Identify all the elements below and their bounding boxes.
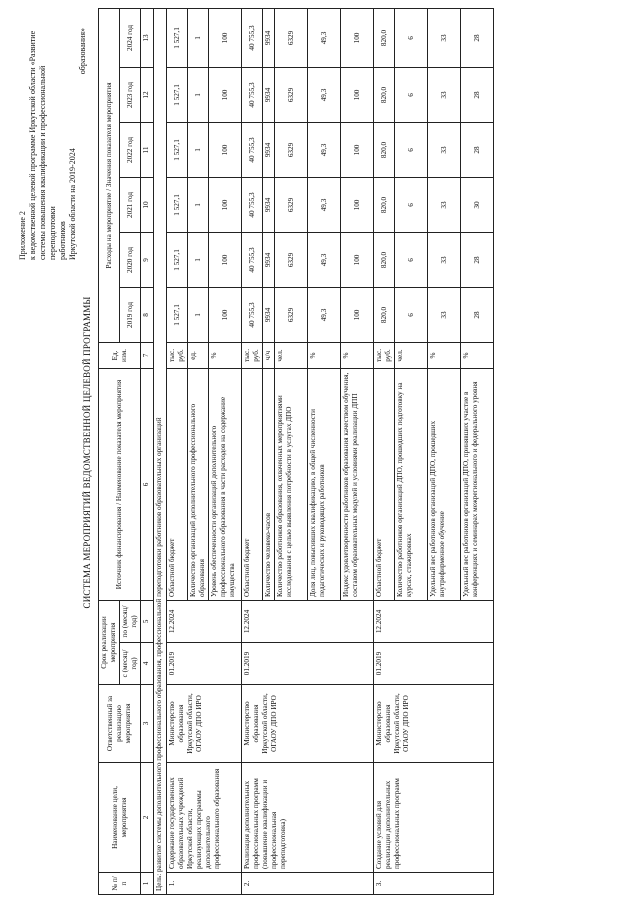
appendix-line: образования» bbox=[78, 28, 87, 75]
year-header: 2023 год bbox=[120, 67, 141, 122]
measure-end: 12.2024 bbox=[374, 600, 494, 642]
year-value: 40 755,3 bbox=[242, 177, 263, 232]
indicator-label: Областной бюджет bbox=[374, 368, 395, 600]
indicator-unit: тыс. руб. bbox=[374, 342, 395, 368]
indicator-unit: чел. bbox=[275, 342, 308, 368]
year-value: 9934 bbox=[263, 122, 275, 177]
column-number-row bbox=[141, 8, 154, 894]
year-value: 9934 bbox=[263, 287, 275, 342]
year-value: 6329 bbox=[275, 122, 308, 177]
year-value: 33 bbox=[428, 287, 461, 342]
year-value: 28 bbox=[461, 287, 494, 342]
year-value: 6329 bbox=[275, 232, 308, 287]
goal-text: Цель: развитие системы дополнительного профессионального образования, профессиональной переподготовки работников образовательных организаций bbox=[154, 8, 167, 894]
year-value: 40 755,3 bbox=[242, 8, 263, 67]
appendix-line: к ведомственной целевой программе Иркутской области «Развитие bbox=[28, 30, 37, 260]
indicator-label: Областной бюджет bbox=[167, 368, 188, 600]
year-value: 33 bbox=[428, 232, 461, 287]
year-header: 2020 год bbox=[120, 232, 141, 287]
col-header-expenses: Расходы на мероприятие / Значения показателя мероприятия bbox=[99, 8, 120, 342]
table-row bbox=[167, 8, 188, 894]
measure-start: 01.2019 bbox=[374, 643, 494, 685]
year-value: 6329 bbox=[275, 287, 308, 342]
indicator-label: Количество работников организаций ДПО, прошедших подготовку на курсах, стажировках bbox=[395, 368, 428, 600]
year-value: 100 bbox=[341, 177, 374, 232]
measure-name: Содержание государственных образовательных учреждений Иркутской области, реализующих программы дополнительного профессионального образования bbox=[167, 763, 242, 873]
document-title: СИСТЕМА МЕРОПРИЯТИЙ ВЕДОМСТВЕННОЙ ЦЕЛЕВОЙ ПРОГРАММЫ bbox=[82, 296, 92, 609]
year-value: 100 bbox=[341, 67, 374, 122]
year-value: 1 527,1 bbox=[167, 67, 188, 122]
measure-name: Реализация дополнительных профессиональных программ (повышение квалификации и профессиональная переподготовка) bbox=[242, 763, 374, 873]
year-value: 1 527,1 bbox=[167, 122, 188, 177]
year-value: 100 bbox=[209, 232, 242, 287]
col-header-resp: Ответственный за реализацию мероприятия bbox=[99, 685, 141, 763]
col-header-from: с (месяц/ год) bbox=[120, 643, 141, 685]
year-value: 820,0 bbox=[374, 232, 395, 287]
appendix-header bbox=[18, 28, 88, 260]
measure-number: 3. bbox=[374, 873, 494, 895]
indicator-label: Областной бюджет bbox=[242, 368, 263, 600]
indicator-label: Количество работников образования, охваченных мероприятиями исследования с целью выявления потребности в услугах ДПО bbox=[275, 368, 308, 600]
year-header: 2024 год bbox=[120, 8, 141, 67]
year-value: 820,0 bbox=[374, 177, 395, 232]
year-value: 100 bbox=[341, 122, 374, 177]
year-value: 33 bbox=[428, 122, 461, 177]
year-value: 100 bbox=[341, 287, 374, 342]
year-value: 40 755,3 bbox=[242, 122, 263, 177]
indicator-unit: тыс. руб. bbox=[167, 342, 188, 368]
header-row bbox=[99, 8, 120, 894]
year-value: 6 bbox=[395, 67, 428, 122]
year-value: 820,0 bbox=[374, 122, 395, 177]
year-value: 6 bbox=[395, 287, 428, 342]
goal-row bbox=[154, 8, 167, 894]
indicator-unit: тыс. руб. bbox=[242, 342, 263, 368]
year-value: 1 527,1 bbox=[167, 177, 188, 232]
indicator-label: Количество организаций дополнительного профессионального образования bbox=[188, 368, 209, 600]
indicator-unit: % bbox=[461, 342, 494, 368]
program-table bbox=[98, 8, 494, 895]
year-value: 1 bbox=[188, 122, 209, 177]
indicator-label: Доля лиц, повысивших квалификацию, в общей численности педагогических и руководящих работников bbox=[308, 368, 341, 600]
indicator-label: Удельный вес работников организаций ДПО, прошедших внутрифирменное обучение bbox=[428, 368, 461, 600]
indicator-unit: ч/ч bbox=[263, 342, 275, 368]
year-value: 100 bbox=[209, 67, 242, 122]
column-number: 6 bbox=[141, 368, 154, 600]
indicator-unit: % bbox=[341, 342, 374, 368]
year-value: 1 bbox=[188, 67, 209, 122]
table-row bbox=[242, 8, 263, 894]
year-value: 33 bbox=[428, 177, 461, 232]
year-value: 28 bbox=[461, 8, 494, 67]
year-value: 1 bbox=[188, 232, 209, 287]
indicator-unit: % bbox=[428, 342, 461, 368]
year-value: 6 bbox=[395, 8, 428, 67]
year-value: 100 bbox=[209, 8, 242, 67]
year-value: 40 755,3 bbox=[242, 232, 263, 287]
year-value: 100 bbox=[341, 8, 374, 67]
column-number: 9 bbox=[141, 232, 154, 287]
col-header-period: Срок реализации мероприятия bbox=[99, 600, 120, 684]
year-value: 6 bbox=[395, 232, 428, 287]
year-value: 40 755,3 bbox=[242, 287, 263, 342]
year-value: 6 bbox=[395, 177, 428, 232]
column-number: 1 bbox=[141, 873, 154, 895]
year-value: 30 bbox=[461, 177, 494, 232]
measure-number: 2. bbox=[242, 873, 374, 895]
year-value: 28 bbox=[461, 122, 494, 177]
year-value: 49,3 bbox=[308, 287, 341, 342]
year-value: 49,3 bbox=[308, 122, 341, 177]
indicator-unit: ед. bbox=[188, 342, 209, 368]
measure-number: 1. bbox=[167, 873, 242, 895]
column-number: 12 bbox=[141, 67, 154, 122]
measure-start: 01.2019 bbox=[167, 643, 242, 685]
year-value: 100 bbox=[209, 177, 242, 232]
year-value: 9934 bbox=[263, 177, 275, 232]
year-header: 2021 год bbox=[120, 177, 141, 232]
column-number: 2 bbox=[141, 763, 154, 873]
year-value: 49,3 bbox=[308, 177, 341, 232]
indicator-label: Уровень обеспеченности организаций дополнительного профессионального образования в части расходов на содержание имущества bbox=[209, 368, 242, 600]
col-header-name: Наименование цели, мероприятия bbox=[99, 763, 141, 873]
indicator-unit: % bbox=[308, 342, 341, 368]
indicator-label: Удельный вес работников организаций ДПО, принявших участие в конференциях и семинарах межрегионального и федерального уровня bbox=[461, 368, 494, 600]
measure-end: 12.2024 bbox=[167, 600, 242, 642]
year-value: 100 bbox=[209, 122, 242, 177]
year-value: 6329 bbox=[275, 67, 308, 122]
year-value: 100 bbox=[341, 232, 374, 287]
appendix-line: системы повышения квалификации и профессиональной переподготовки bbox=[38, 65, 57, 260]
year-value: 820,0 bbox=[374, 67, 395, 122]
year-header: 2022 год bbox=[120, 122, 141, 177]
indicator-unit: % bbox=[209, 342, 242, 368]
col-header-to: по (месяц/ год) bbox=[120, 600, 141, 642]
column-number: 10 bbox=[141, 177, 154, 232]
year-value: 49,3 bbox=[308, 232, 341, 287]
measure-name: Создание условий для реализации дополнительных профессиональных программ bbox=[374, 763, 494, 873]
year-value: 49,3 bbox=[308, 67, 341, 122]
appendix-line: работников bbox=[58, 221, 67, 260]
year-value: 100 bbox=[209, 287, 242, 342]
year-value: 820,0 bbox=[374, 8, 395, 67]
year-value: 820,0 bbox=[374, 287, 395, 342]
year-value: 1 527,1 bbox=[167, 232, 188, 287]
year-value: 28 bbox=[461, 67, 494, 122]
year-value: 6329 bbox=[275, 8, 308, 67]
col-header-num: № п/п bbox=[99, 873, 141, 895]
measure-start: 01.2019 bbox=[242, 643, 374, 685]
year-value: 49,3 bbox=[308, 8, 341, 67]
col-header-source: Источник финансирования / Наименование показателя мероприятия bbox=[99, 368, 141, 600]
year-value: 9934 bbox=[263, 232, 275, 287]
indicator-label: Количество человеко-часов bbox=[263, 368, 275, 600]
column-number: 7 bbox=[141, 342, 154, 368]
measure-end: 12.2024 bbox=[242, 600, 374, 642]
table-row bbox=[374, 8, 395, 894]
year-value: 33 bbox=[428, 8, 461, 67]
year-value: 33 bbox=[428, 67, 461, 122]
indicator-label: Индекс удовлетворенности работников образования качеством обучения, составом образовательных модулей и условиями реализации ДПП bbox=[341, 368, 374, 600]
appendix-line: Приложение 2 bbox=[18, 211, 27, 260]
year-value: 6329 bbox=[275, 177, 308, 232]
year-value: 1 527,1 bbox=[167, 287, 188, 342]
year-value: 1 bbox=[188, 177, 209, 232]
column-number: 13 bbox=[141, 8, 154, 67]
year-value: 1 bbox=[188, 287, 209, 342]
year-header: 2019 год bbox=[120, 287, 141, 342]
appendix-line: Иркутской области на 2019-2024 bbox=[68, 148, 77, 260]
measure-responsible: Министерство образования Иркутской области, ОГАОУ ДПО ИРО bbox=[374, 685, 494, 763]
col-header-unit: Ед. изм. bbox=[99, 342, 141, 368]
indicator-unit: чел. bbox=[395, 342, 428, 368]
year-value: 9934 bbox=[263, 8, 275, 67]
column-number: 4 bbox=[141, 643, 154, 685]
year-value: 1 527,1 bbox=[167, 8, 188, 67]
year-value: 1 bbox=[188, 8, 209, 67]
column-number: 11 bbox=[141, 122, 154, 177]
year-value: 9934 bbox=[263, 67, 275, 122]
year-value: 28 bbox=[461, 232, 494, 287]
table-body bbox=[167, 8, 494, 894]
column-number: 3 bbox=[141, 685, 154, 763]
measure-responsible: Министерство образования Иркутской области, ОГАОУ ДПО ИРО bbox=[242, 685, 374, 763]
column-number: 8 bbox=[141, 287, 154, 342]
column-number: 5 bbox=[141, 600, 154, 642]
measure-responsible: Министерство образования Иркутской области, ОГАОУ ДПО ИРО bbox=[167, 685, 242, 763]
year-value: 40 755,3 bbox=[242, 67, 263, 122]
year-value: 6 bbox=[395, 122, 428, 177]
